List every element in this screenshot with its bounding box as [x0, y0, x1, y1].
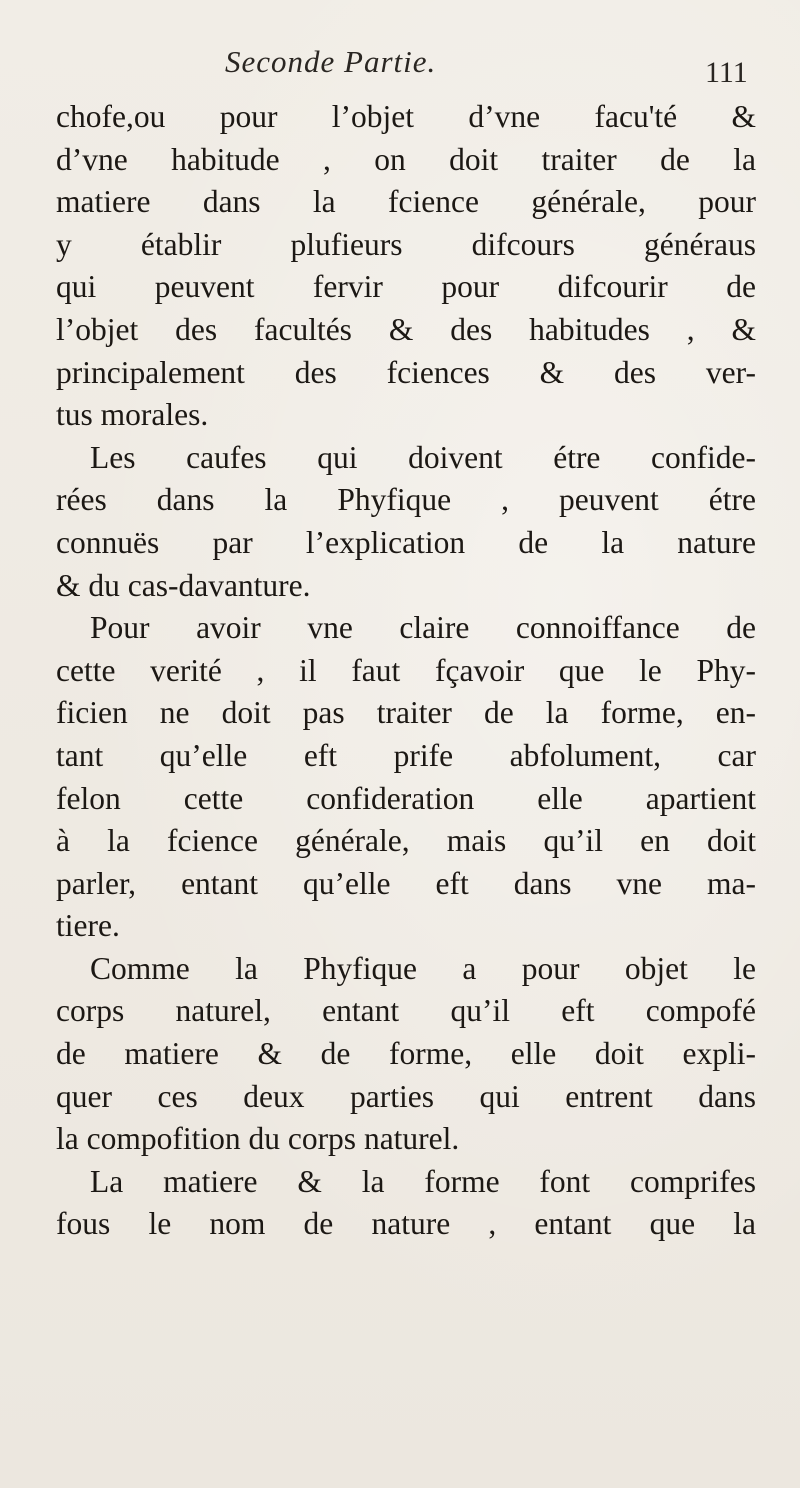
text-line: connuës par l’explication de la nature	[56, 524, 756, 560]
text-line: d’vne habitude , on doit traiter de la	[56, 141, 756, 177]
text-line: de matiere & de forme, elle doit expli-	[56, 1036, 756, 1072]
text-line: principalement des fciences & des ver-	[56, 354, 756, 390]
running-head	[0, 40, 800, 90]
text-line: fous le nom de nature , entant que la	[56, 1206, 756, 1242]
text-line: La matiere & la forme font comprifes	[90, 1163, 756, 1199]
text-line: ficien ne doit pas traiter de la forme, en-	[56, 695, 756, 731]
text-line: Pour avoir vne claire connoiffance de	[90, 610, 756, 646]
text-line: chofe,ou pour l’objet d’vne facu'té &	[56, 99, 756, 134]
page-number: 111	[705, 56, 748, 89]
running-title: Seconde Partie.	[225, 44, 437, 79]
text-line: & du cas-davanture.	[56, 567, 311, 603]
text-line: felon cette confideration elle apartient	[56, 780, 756, 816]
text-line: la compofition du corps naturel.	[56, 1121, 460, 1157]
text-line: Comme la Phyfique a pour objet le	[90, 950, 756, 986]
text-line: cette verité , il faut fçavoir que le Phy-	[56, 652, 756, 688]
text-line: corps naturel, entant qu’il eft compofé	[56, 993, 756, 1029]
text-line: tiere.	[56, 908, 120, 944]
text-line: quer ces deux parties qui entrent dans	[56, 1078, 756, 1114]
text-line: l’objet des facultés & des habitudes , &	[56, 311, 756, 347]
text-line: Les caufes qui doivent étre confide-	[90, 439, 756, 475]
text-line: tant qu’elle eft prife abfolument, car	[56, 737, 756, 773]
text-line: tus morales.	[56, 397, 209, 433]
text-line: rées dans la Phyfique , peuvent étre	[56, 482, 756, 518]
text-line: y établir plufieurs difcours généraus	[56, 226, 756, 262]
text-line: matiere dans la fcience générale, pour	[56, 184, 756, 220]
text-line: parler, entant qu’elle eft dans vne ma-	[56, 865, 756, 901]
text-line: qui peuvent fervir pour difcourir de	[56, 269, 756, 305]
body-text	[56, 96, 756, 1246]
text-line: à la fcience générale, mais qu’il en doit	[56, 823, 756, 859]
